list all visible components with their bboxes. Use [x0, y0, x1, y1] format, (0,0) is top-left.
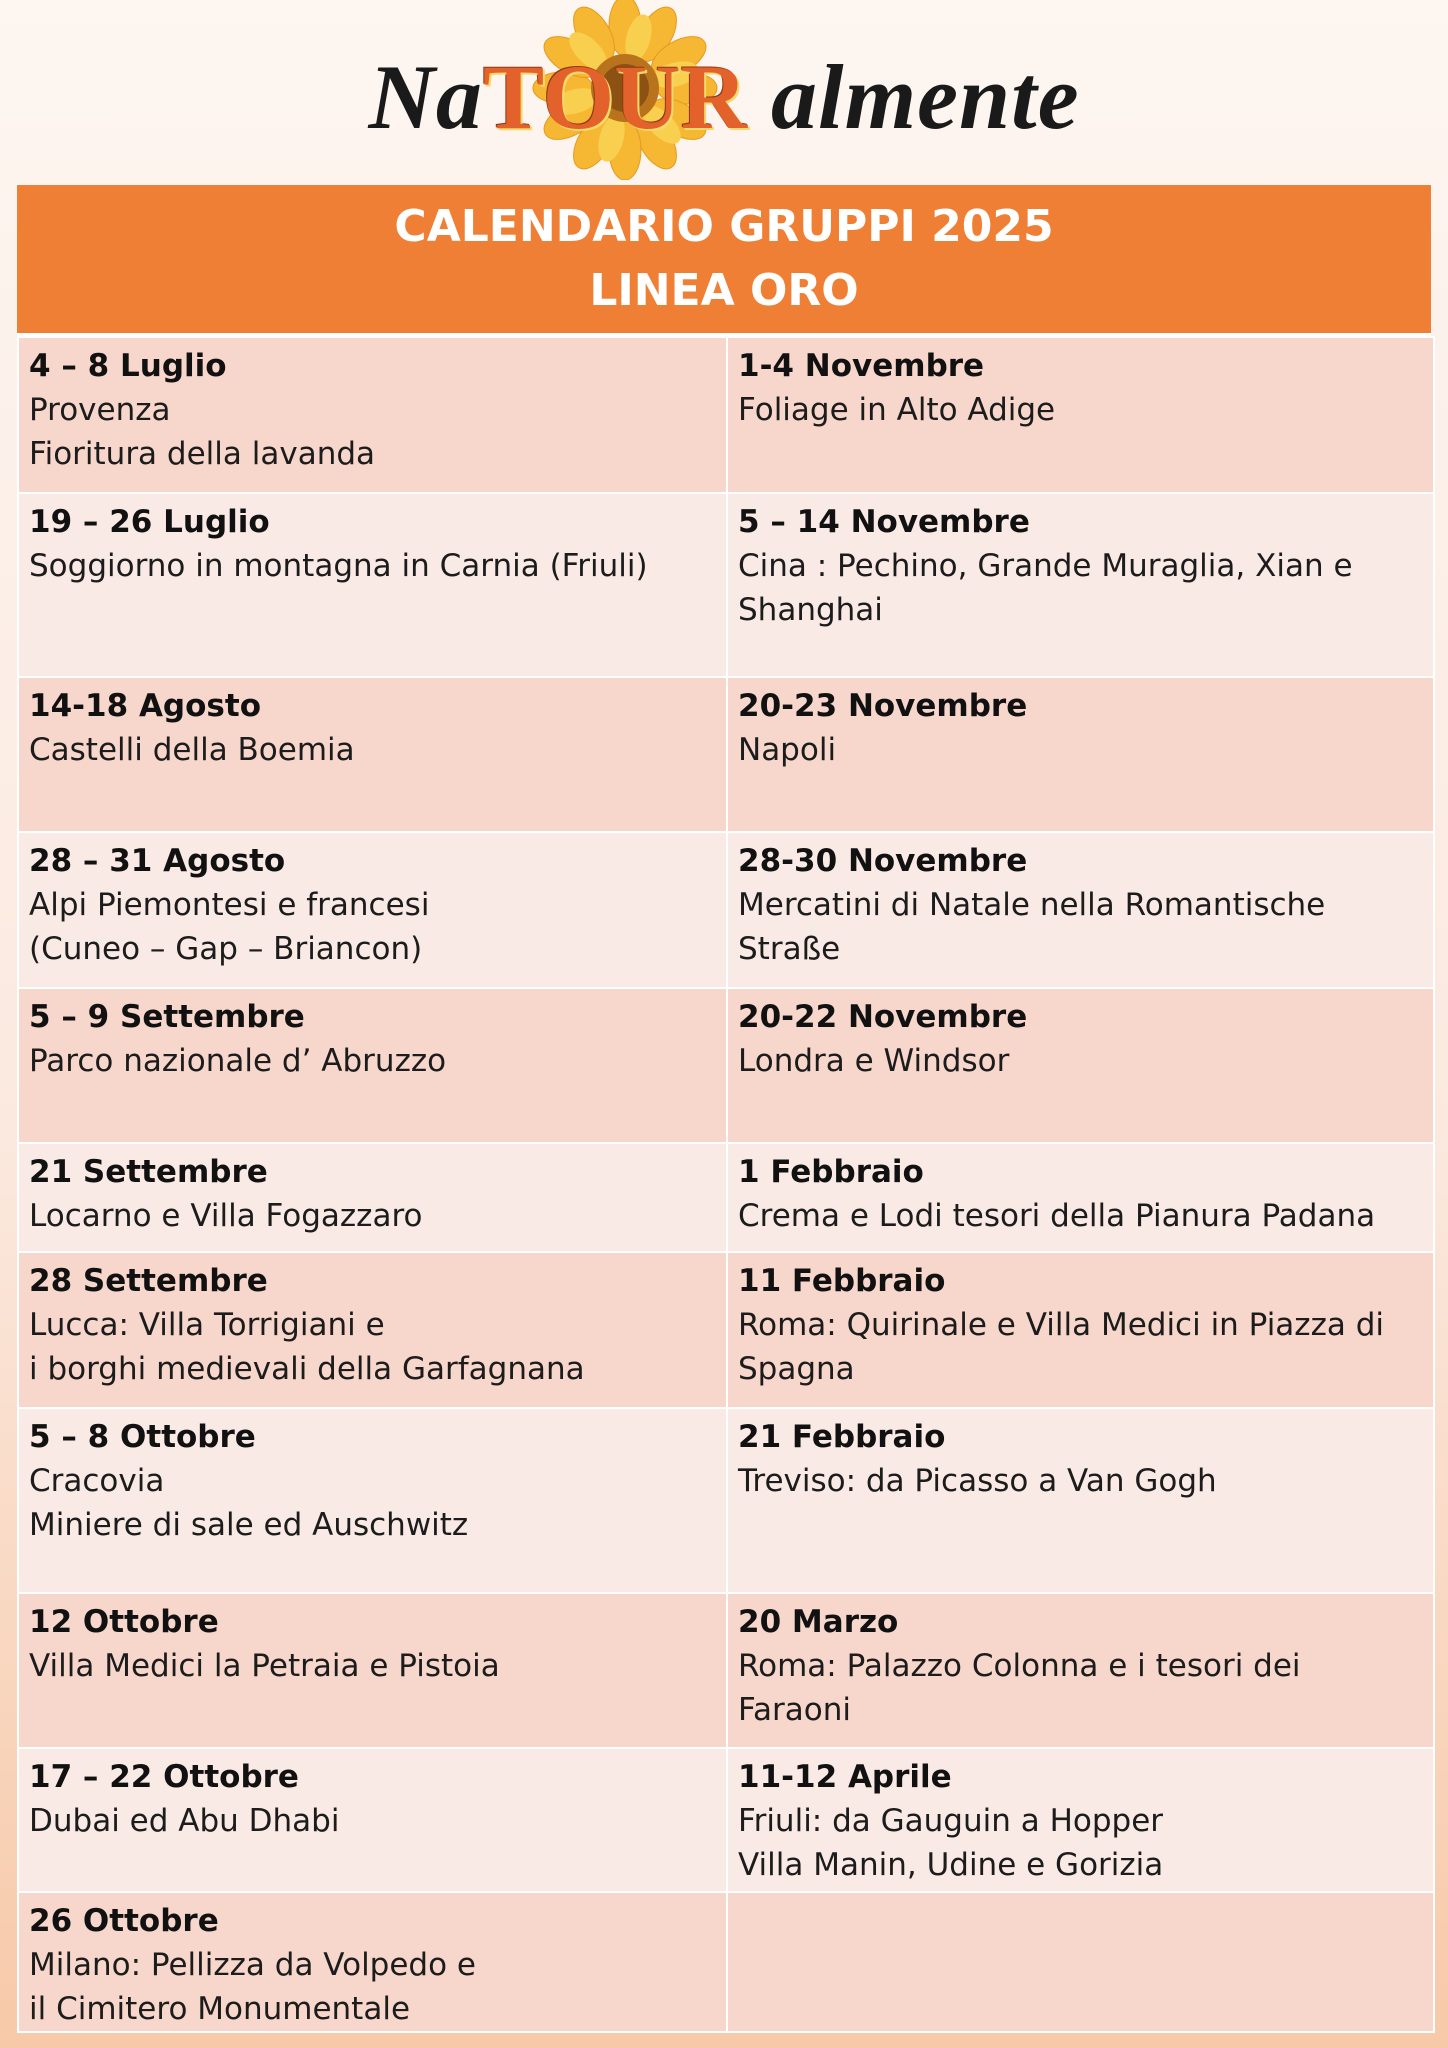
tour-entry [19, 1594, 726, 1747]
tour-date: 21 Settembre [29, 1154, 268, 1190]
tour-description: Mercatini di Natale nella Romantische Straße [738, 887, 1326, 967]
tour-description: Treviso: da Picasso a Van Gogh [738, 1463, 1217, 1499]
line-subtitle: LINEA ORO [589, 265, 859, 316]
table-row [19, 1893, 1433, 2031]
tour-entry-empty [726, 1893, 1433, 2031]
tour-description: i borghi medievali della Garfagnana [29, 1351, 585, 1387]
logo-part-tour: TOUR [482, 46, 748, 148]
tour-entry [726, 1409, 1433, 1592]
tour-date: 28 – 31 Agosto [29, 843, 286, 879]
tour-description: Milano: Pellizza da Volpedo e [29, 1947, 477, 1983]
tour-entry [19, 678, 726, 831]
calendar-title: CALENDARIO GRUPPI 2025 [394, 201, 1054, 252]
tour-description: Lucca: Villa Torrigiani e [29, 1307, 385, 1343]
tour-entry [726, 1594, 1433, 1747]
tour-date: 17 – 22 Ottobre [29, 1759, 299, 1795]
table-row [19, 678, 1433, 833]
tour-entry [726, 1144, 1433, 1251]
tour-description: Cina : Pechino, Grande Muraglia, Xian e [738, 548, 1353, 584]
tour-date: 19 – 26 Luglio [29, 504, 270, 540]
tour-date: 20-22 Novembre [738, 999, 1028, 1035]
tour-date: 26 Ottobre [29, 1903, 219, 1939]
tour-description: Fioritura della lavanda [29, 436, 376, 472]
tour-description: Castelli della Boemia [29, 732, 355, 768]
tour-description: Villa Manin, Udine e Gorizia [738, 1847, 1164, 1883]
tour-date: 20 Marzo [738, 1604, 899, 1640]
tour-description: Soggiorno in montagna in Carnia (Friuli) [29, 548, 648, 584]
tour-date: 20-23 Novembre [738, 688, 1028, 724]
table-row [19, 989, 1433, 1144]
tour-description: Locarno e Villa Fogazzaro [29, 1198, 423, 1234]
tour-entry [726, 494, 1433, 676]
tour-calendar-table [17, 336, 1435, 2033]
tour-entry [19, 1253, 726, 1407]
tour-entry [726, 338, 1433, 492]
table-row [19, 1594, 1433, 1749]
table-row [19, 1749, 1433, 1893]
tour-date: 5 – 14 Novembre [738, 504, 1030, 540]
tour-entry [19, 1749, 726, 1891]
tour-date: 14-18 Agosto [29, 688, 261, 724]
tour-entry [726, 1749, 1433, 1891]
tour-description: Spagna [738, 1351, 855, 1387]
tour-date: 5 – 8 Ottobre [29, 1419, 256, 1455]
tour-description: Cracovia [29, 1463, 165, 1499]
tour-date: 28-30 Novembre [738, 843, 1028, 879]
tour-description: Provenza [29, 392, 171, 428]
tour-entry [726, 989, 1433, 1142]
table-row [19, 1409, 1433, 1594]
tour-entry [19, 989, 726, 1142]
table-row [19, 833, 1433, 989]
tour-entry [19, 1893, 726, 2031]
tour-entry [19, 338, 726, 492]
tour-entry [726, 678, 1433, 831]
table-row [19, 494, 1433, 678]
tour-date: 4 – 8 Luglio [29, 348, 227, 384]
tour-description: il Cimitero Monumentale [29, 1991, 411, 2027]
tour-date: 12 Ottobre [29, 1604, 219, 1640]
tour-entry [726, 833, 1433, 987]
tour-description: (Cuneo – Gap – Briancon) [29, 931, 423, 967]
tour-entry [19, 494, 726, 676]
tour-description: Friuli: da Gauguin a Hopper [738, 1803, 1164, 1839]
table-row [19, 1144, 1433, 1253]
tour-description: Roma: Palazzo Colonna e i tesori dei Faraoni [738, 1648, 1301, 1728]
tour-date: 28 Settembre [29, 1263, 268, 1299]
tour-description: Dubai ed Abu Dhabi [29, 1803, 340, 1839]
tour-entry [726, 1253, 1433, 1407]
tour-description: Villa Medici la Petraia e Pistoia [29, 1648, 500, 1684]
title-banner [17, 185, 1431, 336]
tour-description: Miniere di sale ed Auschwitz [29, 1507, 469, 1543]
tour-description: Foliage in Alto Adige [738, 392, 1056, 428]
logo-part-almente: almente [771, 46, 1080, 148]
tour-description: Napoli [738, 732, 837, 768]
brand-logo [0, 42, 1448, 152]
tour-description: Londra e Windsor [738, 1043, 1010, 1079]
tour-date: 1 Febbraio [738, 1154, 924, 1190]
tour-entry [19, 1144, 726, 1251]
tour-description: Shanghai [738, 592, 883, 628]
tour-date: 11-12 Aprile [738, 1759, 952, 1795]
tour-description: Alpi Piemontesi e francesi [29, 887, 430, 923]
tour-description: Crema e Lodi tesori della Pianura Padana [738, 1198, 1376, 1234]
tour-entry [19, 833, 726, 987]
table-row [19, 1253, 1433, 1409]
tour-date: 5 – 9 Settembre [29, 999, 305, 1035]
tour-date: 21 Febbraio [738, 1419, 946, 1455]
table-row [19, 338, 1433, 494]
tour-date: 1-4 Novembre [738, 348, 985, 384]
logo-part-na: Na [368, 46, 483, 148]
header [0, 0, 1448, 185]
tour-date: 11 Febbraio [738, 1263, 946, 1299]
tour-description: Parco nazionale d’ Abruzzo [29, 1043, 447, 1079]
tour-entry [19, 1409, 726, 1592]
tour-description: Roma: Quirinale e Villa Medici in Piazza di [738, 1307, 1384, 1343]
